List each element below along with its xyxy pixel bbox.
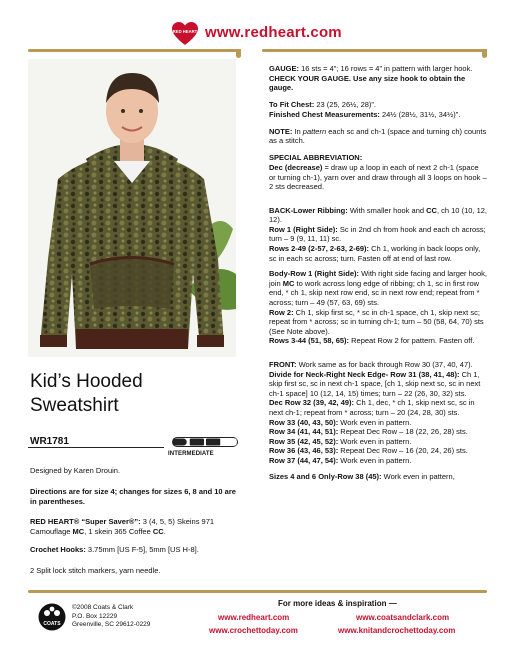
note-label: NOTE: [269,126,293,136]
rows3-label: Rows 3-44 (51, 58, 65): [269,336,350,346]
yarn-cc: CC [152,526,164,536]
row2-text: Ch 1, skip first sc, * sc in ch-1 space, ch 1, skip next sc; repeat from * across; sc in turning ch-1; turn – 50 (58, 64, 70) sts (See Note above). [269,307,484,336]
body1-mc: MC [282,278,295,288]
skill-level-segment [206,439,220,446]
footer-address [72,604,150,630]
designer-credit: Designed by Karen Drouin. [30,466,121,475]
footer-link-knitandcrochettoday[interactable]: www.knitandcrochettoday.com [338,626,456,635]
dec-text: Ch 1, dec, * ch 1, skip next sc, sc in next ch-1; repeat from * across; turn – 20 (24, 28, 30) sts. [269,398,475,417]
divider-cap [236,49,241,58]
row34-label: Row 34 (41, 44, 51): [269,427,339,437]
row37-label: Row 37 (44, 47, 54): [269,455,339,465]
row33-label: Row 33 (40, 43, 50): [269,417,339,427]
row36-text: Repeat Dec Row – 16 (20, 24, 26) sts. [338,446,468,456]
finished-value: 24½ (28½, 31½, 34½)”. [379,109,461,119]
footer-link-coatsandclark[interactable]: www.coatsandclark.com [356,613,450,622]
yarn-end: . [163,526,166,536]
yarn-label: RED HEART® “Super Saver®”: [30,517,141,526]
gauge-text: 16 sts = 4”; 16 rows = 4” in pattern with larger hook. [299,64,473,73]
model-photo [28,59,236,357]
front-text: Work same as for back through Row 30 (37, 40, 47). [296,360,473,370]
title-line-2: Sweatshirt [30,395,119,416]
special-abbreviation [269,153,487,191]
site-url-link[interactable]: www.redheart.com [205,24,342,41]
gauge [269,64,487,93]
coats-logo-icon [38,603,66,631]
note [269,127,487,146]
notions-info: 2 Split lock stitch markers, yarn needle. [30,566,161,575]
sizes-text: Work even in pattern, [381,471,455,481]
rows3-text: Repeat Row 2 for pattern. Fasten off. [349,336,475,346]
pattern-title [30,370,235,418]
ribbing-cc: CC [426,205,437,215]
finished-label: Finished Chest Measurements: [269,109,380,119]
ribbing-label: BACK-Lower Ribbing: [269,205,348,215]
skill-level-segment [190,439,204,446]
directions-note: Directions are for size 4; changes for sizes 6, 8 and 10 are in parentheses. [30,487,236,506]
rows2-text: Ch 1, working in back loops only, sc in each sc across; turn. Fasten off at end of last row. [269,244,481,263]
note-italic: pattern [302,126,327,136]
address-line-1: ©2008 Coats & Clark [72,604,134,611]
left-divider [28,447,164,448]
sizes-label: Sizes 4 and 6 Only-Row 38 (45): [269,471,382,481]
body1-text: With right side facing and larger hook, join [269,269,487,288]
fit-value: 23 (25, 26½, 28)”. [314,100,376,110]
dec-label: Dec Row 32 (39, 42, 49): [269,398,355,408]
divide-text: Ch 1, skip first sc, sc in next ch-1 space, [ch 1, skip next sc, sc in next ch-1 space] 10 (12, 14, 15) times; turn – 22 (26, 30, 32) sts. [269,369,481,398]
ribbing-text: With smaller hook and [347,205,427,215]
abbrev-term: Dec (decrease) [269,162,323,172]
divide-label: Divide for Neck-Right Neck Edge- Row 31 (38, 41, 48): [269,369,460,379]
coats-logo-text: COATS [43,621,61,627]
back-ribbing [269,206,487,264]
body1-text2: to work across long edge of ribbing; ch 1, sc in first row end, * ch 1, skip next row end, sc in next row end; repeat from * across; turn – 49 (57, 63, 69) sts. [269,278,480,308]
row1-label: Row 1 (Right Side): [269,224,338,234]
note-text: In [292,126,303,136]
row33-text: Work even in pattern. [338,417,412,427]
yarn-text2: , 1 skein 365 Coffee [84,526,153,536]
skill-level-segment [173,439,187,446]
note-text2: each sc and ch-1 (space and turning ch) counts as a stitch. [269,126,487,146]
row35-label: Row 35 (42, 45, 52): [269,436,339,446]
logo-text: RED HEART [172,29,198,34]
footer-divider [28,590,487,593]
skill-level-meter [172,437,238,447]
hooks-label: Crochet Hooks: [30,545,86,554]
row36-label: Row 36 (43, 46, 53): [269,446,339,456]
row35-text: Work even in pattern. [338,436,412,446]
abbrev-heading: SPECIAL ABBREVIATION: [269,153,363,163]
hooks-text: 3.75mm [US F-5], 5mm [US H-8]. [85,545,199,554]
row37-text: Work even in pattern. [338,455,412,465]
ribbing-text2: , ch 10 (10, 12, 12). [269,205,488,225]
row34-text: Repeat Dec Row – 18 (22, 26, 28) sts. [338,427,468,437]
pattern-number: WR1781 [30,436,69,447]
row2-label: Row 2: [269,307,294,317]
front-label: FRONT: [269,360,297,370]
abbrev-text: = draw up a loop in each of next 2 ch-1 (space or turning ch-1), yarn over and draw through all 3 loops on hook – 2 sts decreased. [269,162,487,192]
sizes-4-6 [269,472,487,482]
title-line-1: Kid’s Hooded [30,371,143,392]
footer-ideas-heading: For more ideas & inspiration — [278,599,397,608]
yarn-text: 3 (4, 5, 5) Skeins 971 Camouflage [30,517,215,536]
red-heart-logo-icon [172,22,198,46]
footer-link-redheart[interactable]: www.redheart.com [218,613,290,622]
yarn-info [30,517,238,536]
address-line-3: Greenville, SC 29612-0229 [72,621,151,628]
fit-info [269,100,487,119]
hooks-info [30,545,238,555]
rows2-label: Rows 2-49 (2-57, 2-63, 2-69): [269,244,370,254]
address-line-2: P.O. Box 12229 [72,612,118,620]
divider-cap [482,49,487,58]
fit-label: To Fit Chest: [269,100,315,110]
gauge-check: CHECK YOUR GAUGE. Use any size hook to obtain the gauge. [269,73,466,93]
footer-link-crochettoday[interactable]: www.crochettoday.com [209,626,298,635]
header-divider-right [262,49,487,52]
skill-level-segment [222,439,236,446]
header-divider-left [28,49,241,52]
row1-text: Sc in 2nd ch from hook and each ch across; turn – 9 (9, 11, 11) sc. [269,224,486,244]
front-section [269,360,487,466]
body1-label: Body-Row 1 (Right Side): [269,269,359,279]
instructions-column [269,64,487,489]
skill-level-label: INTERMEDIATE [168,451,214,457]
gauge-label: GAUGE: [269,64,299,73]
back-body [269,269,487,346]
yarn-mc: MC [72,526,85,536]
